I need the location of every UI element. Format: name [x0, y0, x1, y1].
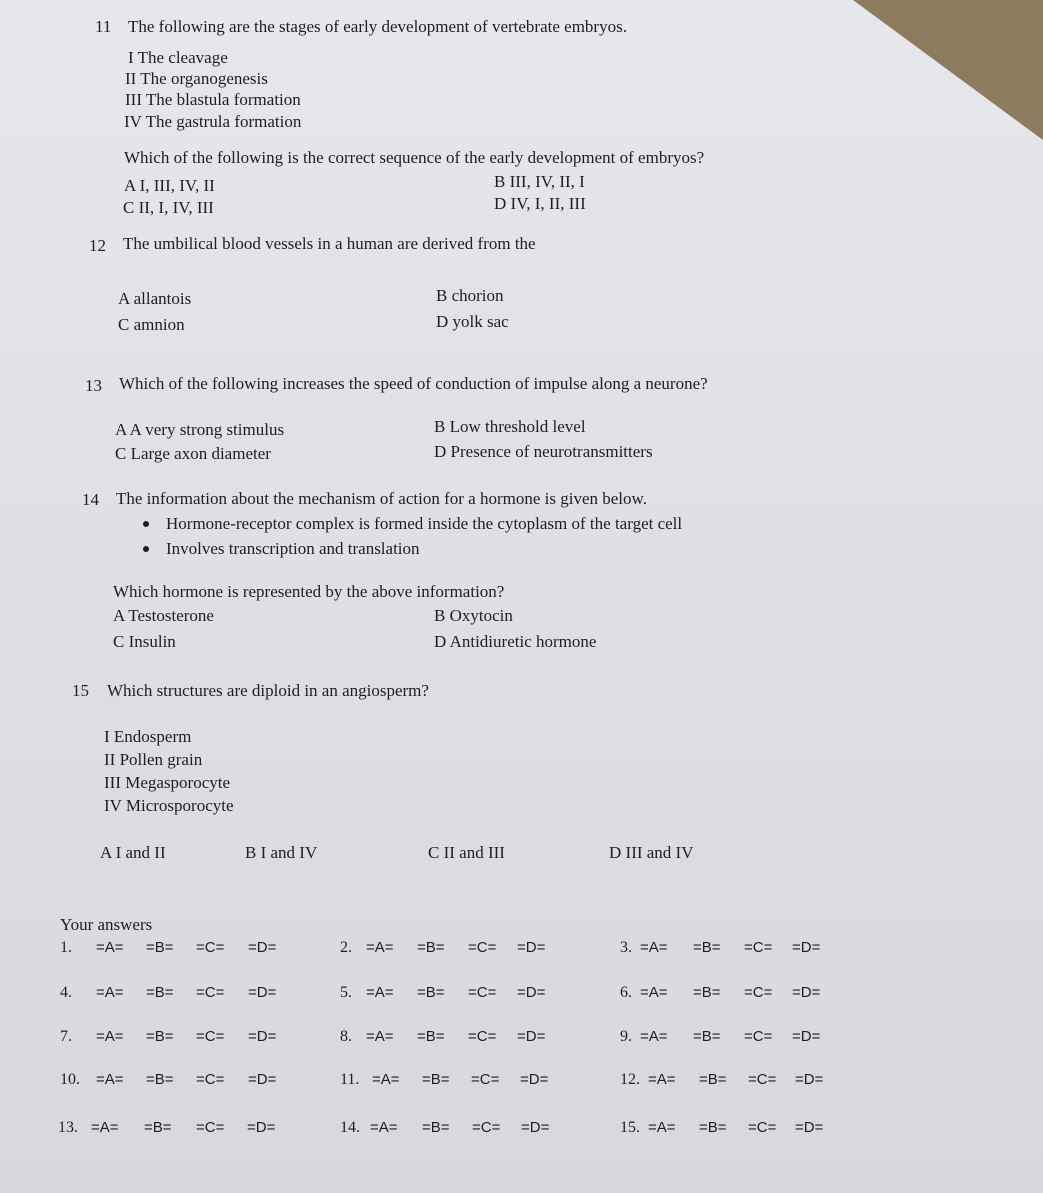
- answer-bubble-b[interactable]: =B=: [699, 1119, 727, 1136]
- answer-bubble-c[interactable]: =C=: [196, 939, 225, 956]
- answer-bubble-c[interactable]: =C=: [468, 984, 497, 1001]
- answer-bubble-b[interactable]: =B=: [693, 984, 721, 1001]
- answer-bubble-b[interactable]: =B=: [146, 984, 174, 1001]
- answer-bubble-a[interactable]: =A=: [96, 984, 124, 1001]
- answer-bubble-a[interactable]: =A=: [366, 1028, 394, 1045]
- q14-number: 14: [82, 490, 99, 509]
- answer-bubble-a[interactable]: =A=: [366, 939, 394, 956]
- q14-option-c: C Insulin: [113, 632, 176, 651]
- answer-bubble-d[interactable]: =D=: [517, 984, 546, 1001]
- answer-bubble-c[interactable]: =C=: [748, 1119, 777, 1136]
- answer-bubble-b[interactable]: =B=: [417, 1028, 445, 1045]
- q13-option-a: A A very strong stimulus: [115, 420, 285, 439]
- answer-bubble-a[interactable]: =A=: [96, 1071, 124, 1088]
- answer-bubble-a[interactable]: =A=: [370, 1119, 398, 1136]
- answer-number: 11.: [340, 1071, 360, 1088]
- q11-option-d: D IV, I, II, III: [494, 194, 586, 213]
- q14-bullet-2: Involves transcription and translation: [166, 539, 420, 558]
- answer-bubble-a[interactable]: =A=: [96, 939, 124, 956]
- q13-option-d: D Presence of neurotransmitters: [434, 442, 653, 461]
- answer-bubble-b[interactable]: =B=: [422, 1071, 450, 1088]
- answer-bubble-b[interactable]: =B=: [693, 1028, 721, 1045]
- q13-option-c: C Large axon diameter: [115, 444, 271, 463]
- answer-bubble-c[interactable]: =C=: [744, 939, 773, 956]
- answer-bubble-c[interactable]: =C=: [196, 984, 225, 1001]
- q11-prompt: Which of the following is the correct sequence of the early development of embryos?: [124, 148, 705, 167]
- answer-bubble-d[interactable]: =D=: [520, 1071, 549, 1088]
- answer-number: 6.: [620, 984, 632, 1001]
- answer-number: 12.: [620, 1071, 640, 1088]
- answer-bubble-c[interactable]: =C=: [744, 984, 773, 1001]
- answer-number: 5.: [340, 984, 352, 1001]
- q15-stem: Which structures are diploid in an angiosperm?: [107, 681, 429, 700]
- answer-bubble-d[interactable]: =D=: [792, 939, 821, 956]
- q11-item-1: I The cleavage: [128, 48, 228, 67]
- answer-bubble-c[interactable]: =C=: [472, 1119, 501, 1136]
- background-corner: [853, 0, 1043, 140]
- q14-bullet-1: Hormone-receptor complex is formed inside the cytoplasm of the target cell: [166, 514, 683, 533]
- answer-bubble-a[interactable]: =A=: [640, 1028, 668, 1045]
- q14-option-b: B Oxytocin: [434, 606, 513, 625]
- answer-bubble-d[interactable]: =D=: [247, 1119, 276, 1136]
- q11-stem: The following are the stages of early development of vertebrate embryos.: [128, 17, 627, 36]
- q12-option-d: D yolk sac: [436, 312, 509, 331]
- answer-bubble-b[interactable]: =B=: [422, 1119, 450, 1136]
- answer-bubble-b[interactable]: =B=: [417, 984, 445, 1001]
- q15-option-b: B I and IV: [245, 843, 318, 862]
- answer-bubble-d[interactable]: =D=: [517, 939, 546, 956]
- q12-option-a: A allantois: [118, 289, 192, 308]
- q15-item-1: I Endosperm: [104, 727, 192, 746]
- q11-number: 11: [95, 17, 112, 36]
- answer-number: 10.: [60, 1071, 80, 1088]
- answer-bubble-a[interactable]: =A=: [648, 1119, 676, 1136]
- q12-stem: The umbilical blood vessels in a human are derived from the: [123, 234, 536, 253]
- q14-stem: The information about the mechanism of action for a hormone is given below.: [116, 489, 647, 508]
- answer-bubble-d[interactable]: =D=: [795, 1071, 824, 1088]
- answer-number: 8.: [340, 1028, 352, 1045]
- answer-number: 15.: [620, 1119, 640, 1136]
- answer-bubble-d[interactable]: =D=: [517, 1028, 546, 1045]
- answer-bubble-a[interactable]: =A=: [640, 984, 668, 1001]
- q12-option-b: B chorion: [436, 286, 504, 305]
- q13-number: 13: [85, 376, 102, 395]
- bullet-1: [143, 521, 149, 527]
- q11-item-4: IV The gastrula formation: [124, 112, 302, 131]
- answer-bubble-b[interactable]: =B=: [146, 939, 174, 956]
- answer-number: 4.: [60, 984, 72, 1001]
- answer-bubble-a[interactable]: =A=: [91, 1119, 119, 1136]
- answer-bubble-c[interactable]: =C=: [748, 1071, 777, 1088]
- q15-option-a: A I and II: [100, 843, 166, 862]
- q15-number: 15: [72, 681, 89, 700]
- q13-option-b: B Low threshold level: [434, 417, 586, 436]
- q14-option-a: A Testosterone: [113, 606, 214, 625]
- answer-number: 3.: [620, 939, 632, 956]
- answer-bubble-a[interactable]: =A=: [372, 1071, 400, 1088]
- answer-bubble-c[interactable]: =C=: [468, 1028, 497, 1045]
- answer-bubble-d[interactable]: =D=: [248, 1028, 277, 1045]
- answer-bubble-b[interactable]: =B=: [693, 939, 721, 956]
- answer-bubble-b[interactable]: =B=: [146, 1071, 174, 1088]
- q11-option-b: B III, IV, II, I: [494, 172, 585, 191]
- q15-option-c: C II and III: [428, 843, 505, 862]
- q11-item-3: III The blastula formation: [125, 90, 301, 109]
- answer-bubble-b[interactable]: =B=: [144, 1119, 172, 1136]
- q14-option-d: D Antidiuretic hormone: [434, 632, 597, 651]
- answer-bubble-b[interactable]: =B=: [146, 1028, 174, 1045]
- answer-bubble-c[interactable]: =C=: [471, 1071, 500, 1088]
- bullet-2: [143, 546, 149, 552]
- q13-stem: Which of the following increases the speed of conduction of impulse along a neurone?: [119, 374, 708, 393]
- q12-number: 12: [89, 236, 106, 255]
- answer-bubble-d[interactable]: =D=: [248, 1071, 277, 1088]
- q11-option-a: A I, III, IV, II: [124, 176, 215, 195]
- answer-bubble-c[interactable]: =C=: [196, 1119, 225, 1136]
- answer-bubble-a[interactable]: =A=: [640, 939, 668, 956]
- answer-bubble-d[interactable]: =D=: [795, 1119, 824, 1136]
- answer-bubble-d[interactable]: =D=: [521, 1119, 550, 1136]
- q15-item-2: II Pollen grain: [104, 750, 203, 769]
- answer-number: 7.: [60, 1028, 72, 1045]
- answer-number: 9.: [620, 1028, 632, 1045]
- answer-bubble-b[interactable]: =B=: [699, 1071, 727, 1088]
- answer-bubble-d[interactable]: =D=: [248, 939, 277, 956]
- answer-number: 1.: [60, 939, 72, 956]
- answer-number: 2.: [340, 939, 352, 956]
- answer-number: 14.: [340, 1119, 360, 1136]
- answer-bubble-c[interactable]: =C=: [196, 1071, 225, 1088]
- q12-option-c: C amnion: [118, 315, 185, 334]
- q14-prompt: Which hormone is represented by the above information?: [113, 582, 505, 601]
- answer-bubble-a[interactable]: =A=: [648, 1071, 676, 1088]
- answer-bubble-d[interactable]: =D=: [248, 984, 277, 1001]
- answer-number: 13.: [58, 1119, 78, 1136]
- answer-bubble-c[interactable]: =C=: [468, 939, 497, 956]
- answer-bubble-a[interactable]: =A=: [96, 1028, 124, 1045]
- answer-bubble-d[interactable]: =D=: [792, 984, 821, 1001]
- answer-bubble-d[interactable]: =D=: [792, 1028, 821, 1045]
- q11-item-2: II The organogenesis: [125, 69, 268, 88]
- answer-bubble-a[interactable]: =A=: [366, 984, 394, 1001]
- q11-option-c: C II, I, IV, III: [123, 198, 214, 217]
- answer-bubble-c[interactable]: =C=: [196, 1028, 225, 1045]
- answer-bubble-b[interactable]: =B=: [417, 939, 445, 956]
- q15-item-4: IV Microsporocyte: [104, 796, 234, 815]
- answer-bubble-c[interactable]: =C=: [744, 1028, 773, 1045]
- q15-option-d: D III and IV: [609, 843, 694, 862]
- q15-item-3: III Megasporocyte: [104, 773, 231, 792]
- answers-title: Your answers: [60, 915, 153, 934]
